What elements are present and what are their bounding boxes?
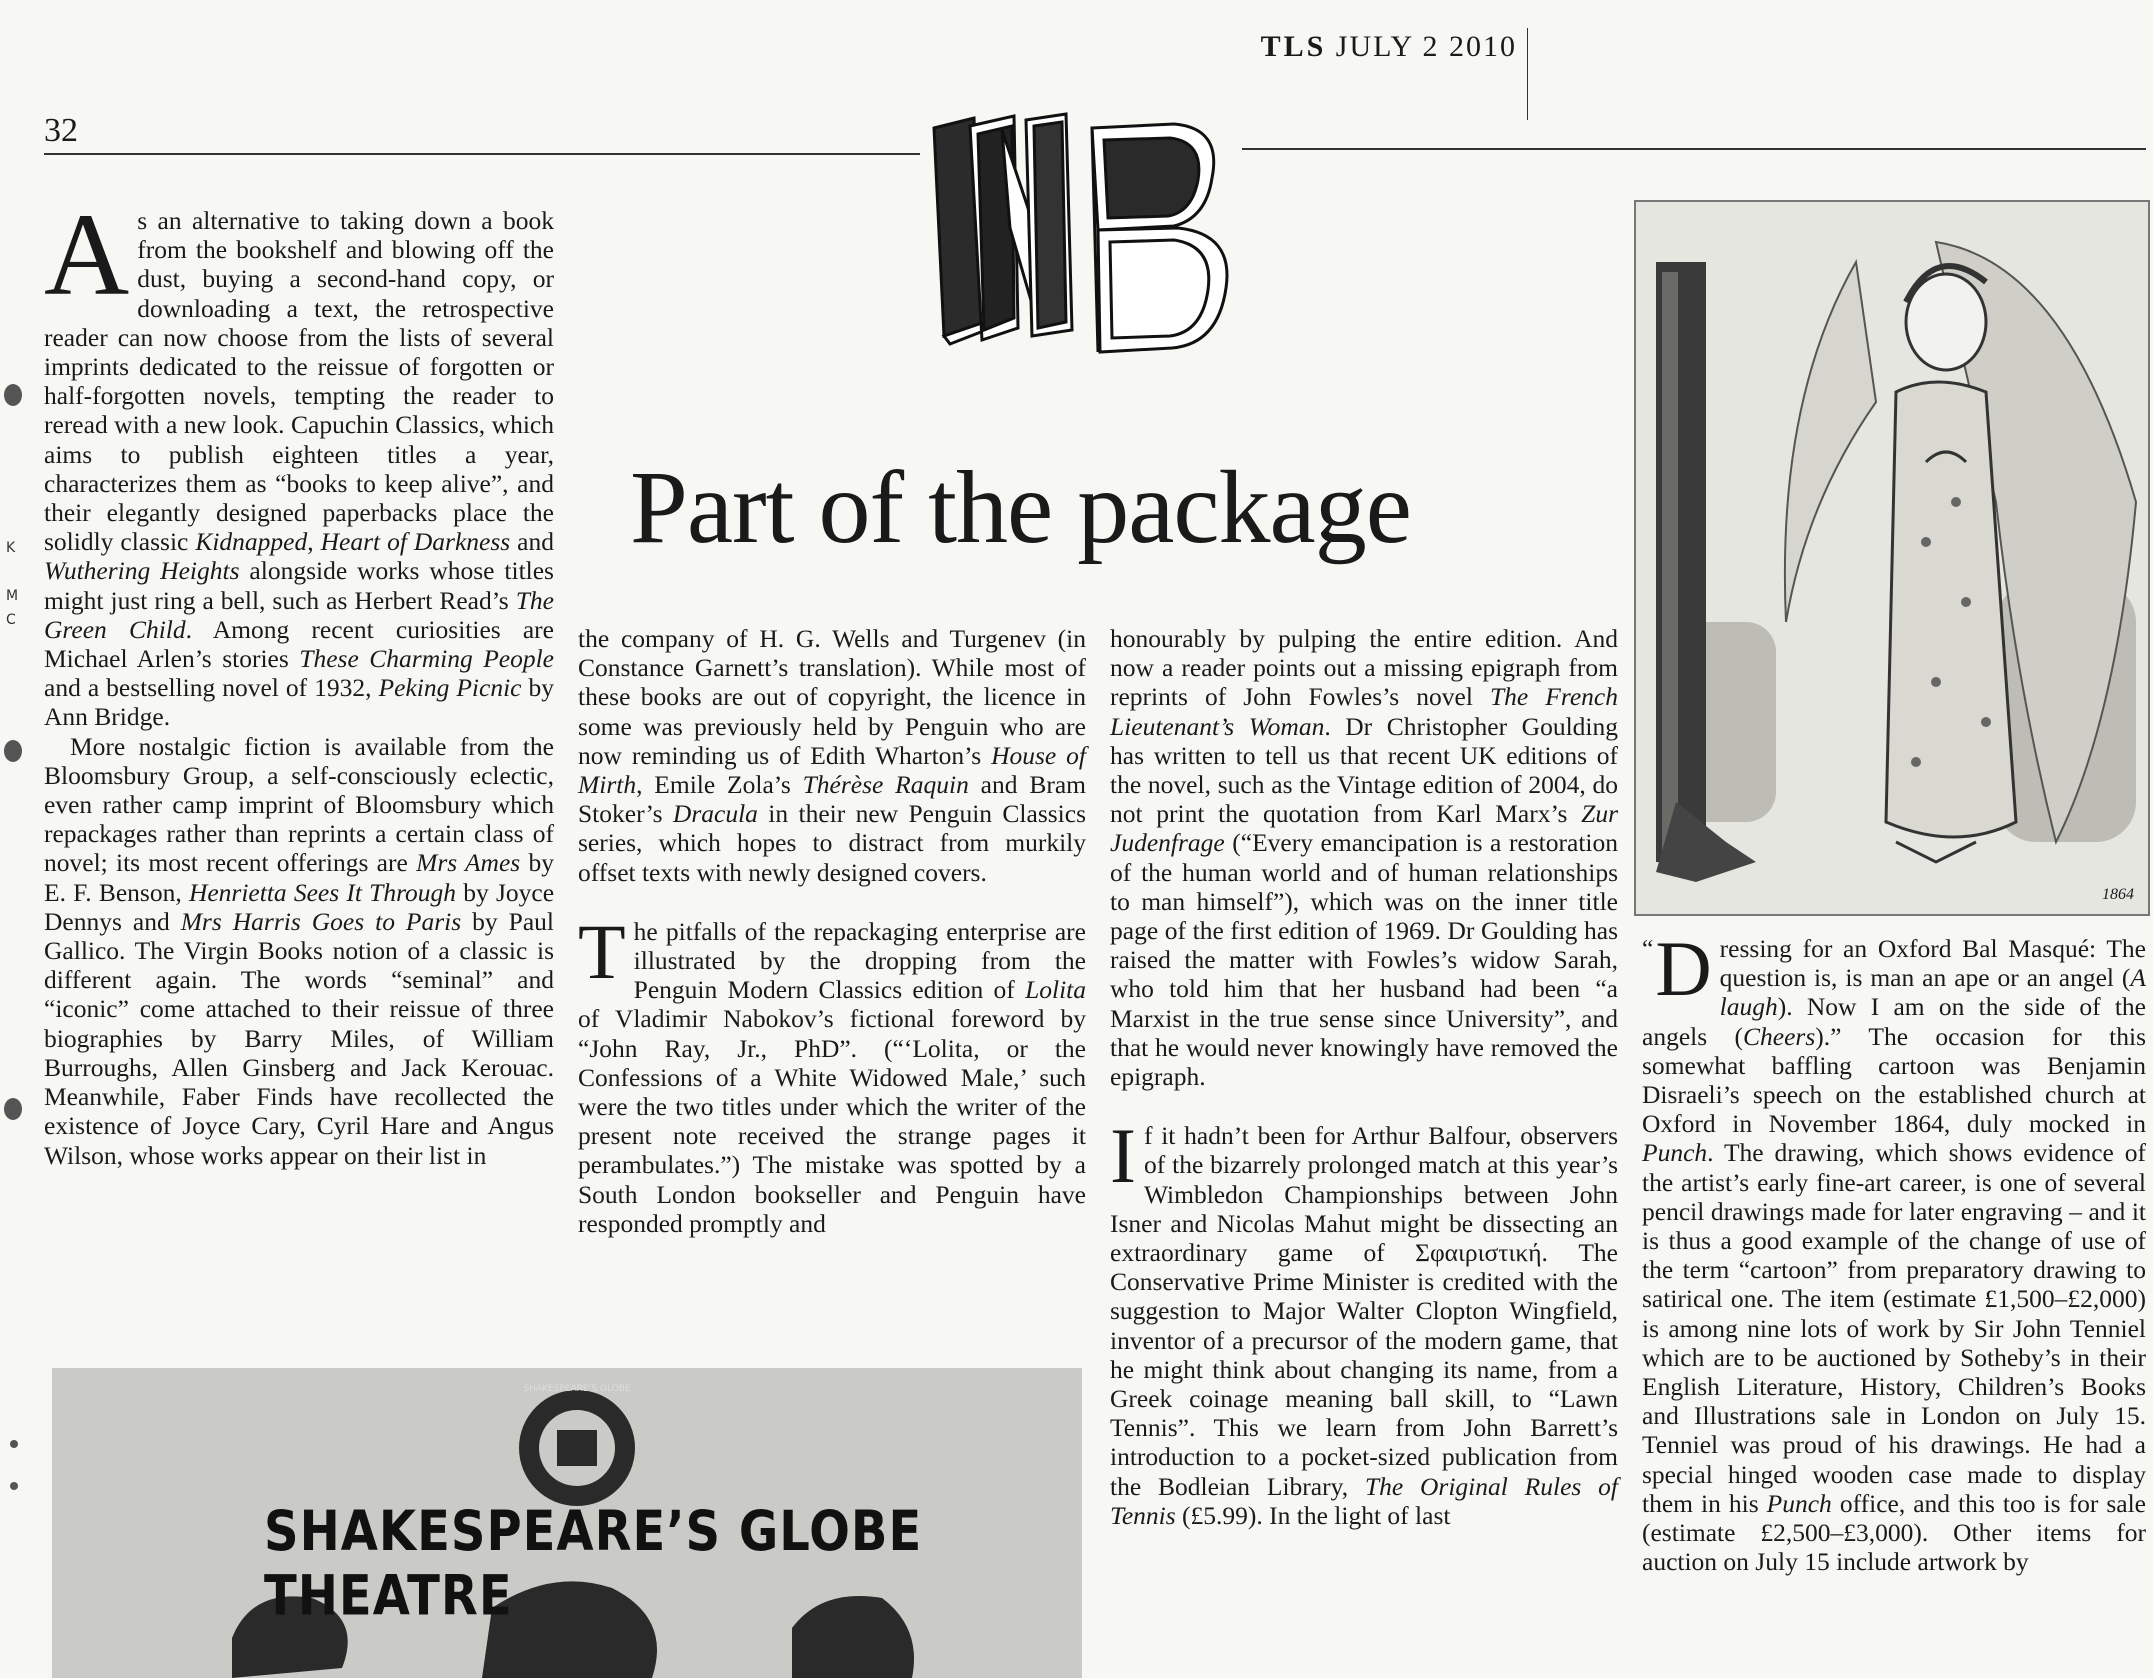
book-title: These Charming People [299,644,554,674]
text-run: More nostalgic fiction is available from the Bloomsbury Group, a self-consciously eclectic, even rather camp imprint of Bloomsbury which repackages rather than reprints a certain class of novel; its most recent offerings are [44,731,554,878]
paragraph [44,732,554,1170]
headline: Part of the package [630,450,1411,565]
book-title: Henrietta Sees It Through [188,877,457,907]
globe-theatre-advert [52,1368,1082,1678]
drop-cap: A [44,189,130,320]
text-run: s an alternative to taking down a book from the bookshelf and blowing off the dust, buying a second-hand copy, or downloading a text, the retrospective reader can now choose from the lists of several imprints dedicated to the reissue of forgotten or half-forgotten novels, tempting the reader to reread with a new look. Capuchin Classics, which aims to publish eighteen titles a year, characterizes them as “books to keep alive”, and their elegantly designed paperbacks place the solidly classic [44,206,554,557]
text-run: . Dr Christopher Goulding has written to tell us that recent UK editions of the novel, such as the Vintage edition of 2004, do not print the quotation from Karl Marx’s [1110,711,1618,829]
text-run: ). Now I am on the side of the angels ( [1642,992,2146,1051]
article-column-4 [1642,925,2146,1577]
text-run: of Vladimir Nabokov’s fictional foreword by “John Ray, Jr., PhD”. (“‘Lolita, or the Confessions of a White Widowed Male,’ such were the two titles under which the writer of the present note received the strange pages it perambulates.”) The mistake was spotted by a South London bookseller and Penguin have responded promptly and [578,1004,1086,1238]
margin-mark-m: M [6,588,19,604]
text-run: by Joyce Dennys and [44,877,555,936]
book-title: Peking Picnic [378,673,522,703]
text-run: and a bestselling novel of 1932, [44,673,379,703]
books-nb-icon [922,108,1242,368]
text-run: , [307,527,321,557]
book-title: House of Mirth [578,740,1086,800]
paragraph [1642,925,2146,1577]
drop-cap: D [1655,925,1712,1012]
issue-date: JULY 2 2010 [1335,30,1517,63]
book-title: Mrs Harris Goes to Paris [180,906,462,936]
article-column-3 [1110,624,1618,1530]
angel-cartoon-image [1636,202,2148,914]
text-run: f it hadn’t been for Arthur Balfour, observers of the bizarrely prolonged match at this year’s Wimbledon Championships between John Isner and Nicolas Mahut might be dissecting an extraordinary game of Σφαιριστική. The Conservative Prime Minister is credited with the suggestion to Major Walter Clopton Wingfield, inventor of a precursor of the modern game, that he might think about changing its name, from a Greek coinage meaning ball skill, to “Lawn Tennis”. This we learn from John Barrett’s introduction to a pocket-sized publication from the Bodleian Library, [1110,1121,1618,1501]
header-rule-right [1242,148,2146,150]
text-run: and [510,527,554,557]
text-run: ressing for an Oxford Bal Masqué: The question is, is man an ape or an angel ( [1719,934,2146,993]
drop-cap: I [1110,1112,1136,1200]
italic-text: A laugh [1719,963,2146,1022]
article-column-1 [44,189,555,1170]
book-title: Zur Judenfrage [1110,799,1618,858]
header-rule-left [44,153,920,155]
book-title: The French Lieutenant’s Woman [1110,682,1618,741]
text-run: office, and this too is for sale (estimate £2,500–£3,000). Other items for auction on July 15 include artwork by [1642,1488,2146,1577]
paragraph [44,189,555,732]
book-title: Lolita [1025,975,1086,1005]
cartoon-signature-year: 1864 [2102,886,2134,903]
paragraph [1110,624,1618,1091]
margin-mark-c: C [6,612,16,628]
paragraph [1110,1112,1618,1530]
text-run: (“Every emancipation is a restoration of the human world and of human relationships to man himself”), which was on the inner title page of the first edition of 1969. Dr Goulding has raised the matter with Fowles’s widow Sarah, who told him that her husband had been “a Marxist in the true sense since University”, and that he would never knowingly have removed the epigraph. [1110,828,1618,1092]
book-title: Dracula [672,799,758,829]
globe-seal-icon [519,1390,635,1506]
book-title: Mrs Ames [416,848,521,878]
text-run: the company of H. G. Wells and Turgenev (in Constance Garnett’s translation). While most of these books are out of copyright, the licence in some was previously held by Penguin who are now reminding us of Edith Wharton’s [578,624,1086,770]
margin-punch-hole [4,384,22,406]
margin-dot [10,1440,18,1448]
margin-mark-k: K [6,540,16,556]
italic-text: Cheers [1743,1021,1816,1051]
margin-punch-hole [4,1098,22,1120]
header-vertical-rule [1527,28,1528,120]
text-run: . Among recent curiosities are Michael Arlen’s stories [44,614,554,674]
text-run: by E. F. Benson, [44,848,554,907]
book-title: The Green Child [44,585,554,644]
text-run: alongside works whose titles might just ring a bell, such as Herbert Read’s [44,556,554,615]
publication-name: TLS [1260,30,1327,63]
text-run: . The drawing, which shows evidence of the artist’s early fine-art career, is one of several pencil drawings made for later engraving – and it is thus a good example of the change of use of the term “cartoon” from preparatory drawing to satirical one. The item (estimate £1,500–£2,000) is among nine lots of work by Sir John Tenniel which are to be auctioned by Sotheby’s in their English Literature, History, Children’s Books and Illustrations sale in London on July 15. Tenniel was proud of his drawings. He had a special hinged wooden case made to display them in his [1642,1138,2146,1518]
text-run: “ [1642,934,1654,963]
article-column-2 [578,624,1086,1238]
text-run: honourably by pulping the entire edition. And now a reader points out a missing epigraph from reprints of John Fowles’s novel [1110,624,1618,712]
header-date [1261,30,1517,64]
book-title: Wuthering Heights [44,556,240,586]
text-run: in their new Penguin Classics series, which hopes to distract from murkily offset texts with newly designed covers. [578,799,1086,887]
text-run: ).” The occasion for this somewhat baffling cartoon was Benjamin Disraeli’s speech on the established church at Oxford in November 1864, duly mocked in [1642,1021,2146,1139]
paragraph [578,624,1086,887]
publication-title: Punch [1642,1138,1708,1168]
text-run: and Bram Stoker’s [578,770,1086,829]
page-number: 32 [44,112,78,149]
book-title: Thérèse Raquin [802,770,969,800]
publication-title: Punch [1766,1488,1832,1518]
text-run: by Ann Bridge. [44,673,555,732]
text-run: he pitfalls of the repackaging enterprise are illustrated by the dropping from the Penguin Modern Classics edition of [633,916,1086,1005]
text-run: , Emile Zola’s [636,770,803,800]
book-title: The Original Rules of Tennis [1110,1471,1618,1530]
margin-dot [10,1482,18,1490]
book-title: Heart of Darkness [320,527,511,557]
text-run: (£5.99). In the light of last [1175,1500,1451,1530]
drop-cap: T [578,907,626,995]
advert-title: SHAKESPEARE’S GLOBE THEATRE [264,1499,923,1629]
book-title: Kidnapped [195,527,308,557]
paragraph [578,907,1086,1238]
margin-punch-hole [4,740,22,762]
text-run: by Paul Gallico. The Virgin Books notion of a classic is different again. The words “seminal” and “iconic” come attached to their reissue of three biographies by Barry Miles, of William Burroughs, Allen Ginsberg and Jack Kerouac. Meanwhile, Faber Finds have recollected the existence of Joyce Cary, Cyril Hare and Angus Wilson, whose works appear on their list in [44,906,554,1170]
seal-text: SHAKESPEARE’S GLOBE [523,1384,631,1394]
cartoon-illustration [1634,200,2150,916]
